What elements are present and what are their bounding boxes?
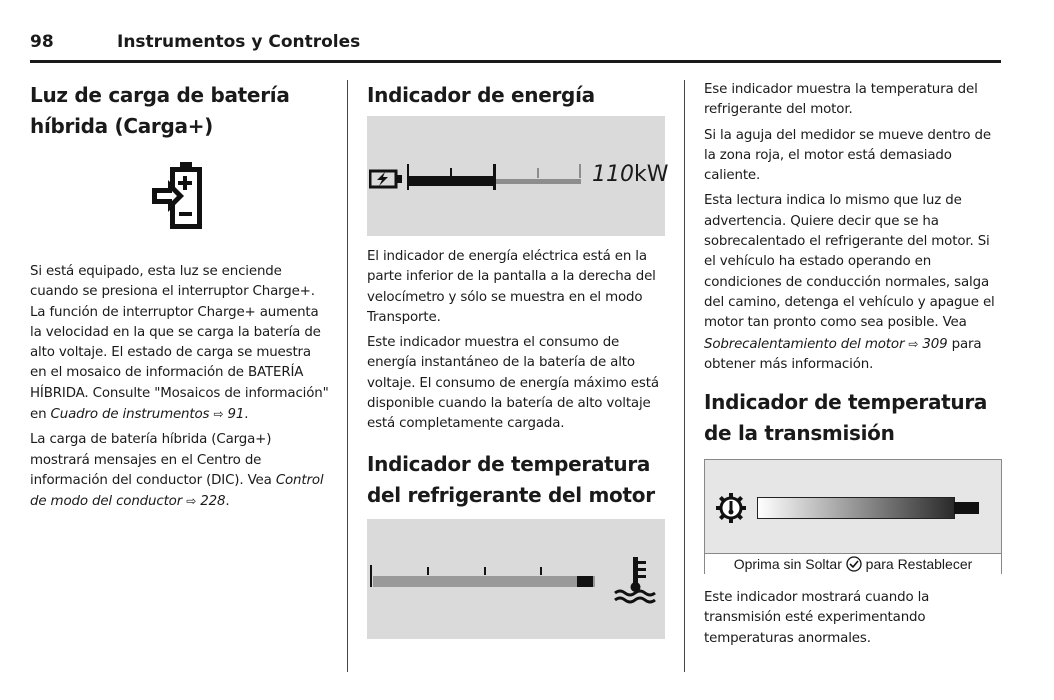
power-value: 110kW <box>592 162 669 187</box>
paragraph-coolant-1: Ese indicador muestra la temperatura del refrigerante del motor. <box>704 82 978 118</box>
column-divider <box>347 80 348 672</box>
paragraph-charge-light-1: Si está equipado, esta luz se enciende cuando se presiona el interruptor Charge+. La función de interruptor Charge+ aumenta la velocidad en la que se carga la batería de alto voltaje. El estado de carga se muestra en el mosaico de información de BATERÍA HÍBRIDA. Consulte "Mosaicos de información" en Cuadro de instrumentos ⇨ 91. <box>30 264 329 423</box>
page-number: 98 <box>30 32 54 52</box>
coolant-temperature-icon <box>611 555 661 605</box>
gauge-tick <box>450 168 452 186</box>
heading-power-indicator: Indicador de energía <box>367 83 595 107</box>
gauge-tick <box>540 567 542 575</box>
gauge-tick <box>427 567 429 575</box>
transmission-gauge-figure <box>704 459 1002 574</box>
column-2 <box>367 80 669 639</box>
paragraph-transmission: Este indicador mostrará cuando la transmisión esté experimentando temperaturas anormales. <box>704 590 930 646</box>
page-ref-arrow-icon: ⇨ <box>213 407 224 422</box>
transmission-reset-caption: Oprima sin Soltar para Restablecer <box>705 553 1001 574</box>
page-reference[interactable]: 228 <box>200 494 226 510</box>
column-divider <box>684 80 685 672</box>
page-reference[interactable]: 91 <box>227 407 245 423</box>
page-ref-arrow-icon: ⇨ <box>186 494 197 509</box>
gauge-tick <box>484 567 486 575</box>
coolant-gauge-track <box>373 576 595 587</box>
gauge-tick <box>493 164 496 190</box>
gauge-tick <box>370 565 372 587</box>
transmission-gauge-end <box>954 502 979 514</box>
gauge-tick <box>537 168 539 178</box>
transmission-gauge-bar <box>757 497 955 519</box>
paragraph-coolant-3: Esta lectura indica lo mismo que luz de advertencia. Quiere decir que se ha sobrecalentado el refrigerante del motor. Si el vehículo ha estado operando en condiciones de conducción normales, salga del camino, detenga el vehículo y apague el motor tan pronto como sea posible. Vea Sobrecalentamiento del motor ⇨ 309 para obtener más información. <box>704 193 995 372</box>
coolant-gauge-hot-zone <box>577 576 593 587</box>
heading-transmission-temp: Indicador de temperatura de la transmisión <box>704 390 988 446</box>
paragraph-power-1: El indicador de energía eléctrica está en la parte inferior de la pantalla a la derecha del velocímetro y sólo se muestra en el modo Transporte. <box>367 249 656 325</box>
paragraph-charge-light-2: La carga de batería híbrida (Carga+) mostrará mensajes en el Centro de información del conductor (DIC). Vea Control de modo del conductor ⇨ 228. <box>30 432 324 510</box>
battery-lightning-icon <box>369 169 405 189</box>
gauge-tick <box>407 164 409 190</box>
transmission-temperature-icon <box>715 492 747 524</box>
cross-reference[interactable]: Cuadro de instrumentos <box>50 407 210 423</box>
page-reference[interactable]: 309 <box>922 336 948 352</box>
heading-coolant-temp: Indicador de temperatura del refrigerante del motor <box>367 451 655 507</box>
cross-reference[interactable]: Sobrecalentamiento del motor <box>704 336 905 352</box>
gauge-tick <box>579 164 581 178</box>
page-ref-arrow-icon: ⇨ <box>908 336 919 351</box>
column-1 <box>30 80 330 513</box>
page-header <box>30 30 1001 63</box>
heading-hybrid-battery-charge: Luz de carga de batería híbrida (Carga+) <box>30 83 290 138</box>
battery-charge-figure <box>30 142 330 262</box>
section-title: Instrumentos y Controles <box>117 32 361 52</box>
column-3 <box>704 80 1002 649</box>
paragraph-coolant-2: Si la aguja del medidor se mueve dentro de la zona roja, el motor está demasiado caliente. <box>704 127 991 184</box>
checkmark-circle-icon <box>846 556 862 572</box>
power-gauge-figure <box>367 116 669 236</box>
coolant-gauge-figure <box>367 519 665 639</box>
hybrid-battery-charge-icon <box>150 162 210 234</box>
cross-reference[interactable]: Control de modo del conductor <box>30 472 324 510</box>
paragraph-power-2: Este indicador muestra el consumo de energía instantáneo de la batería de alto voltaje. El consumo de energía máximo está disponible cuando la batería de alto voltaje está completamente cargada. <box>367 335 659 432</box>
